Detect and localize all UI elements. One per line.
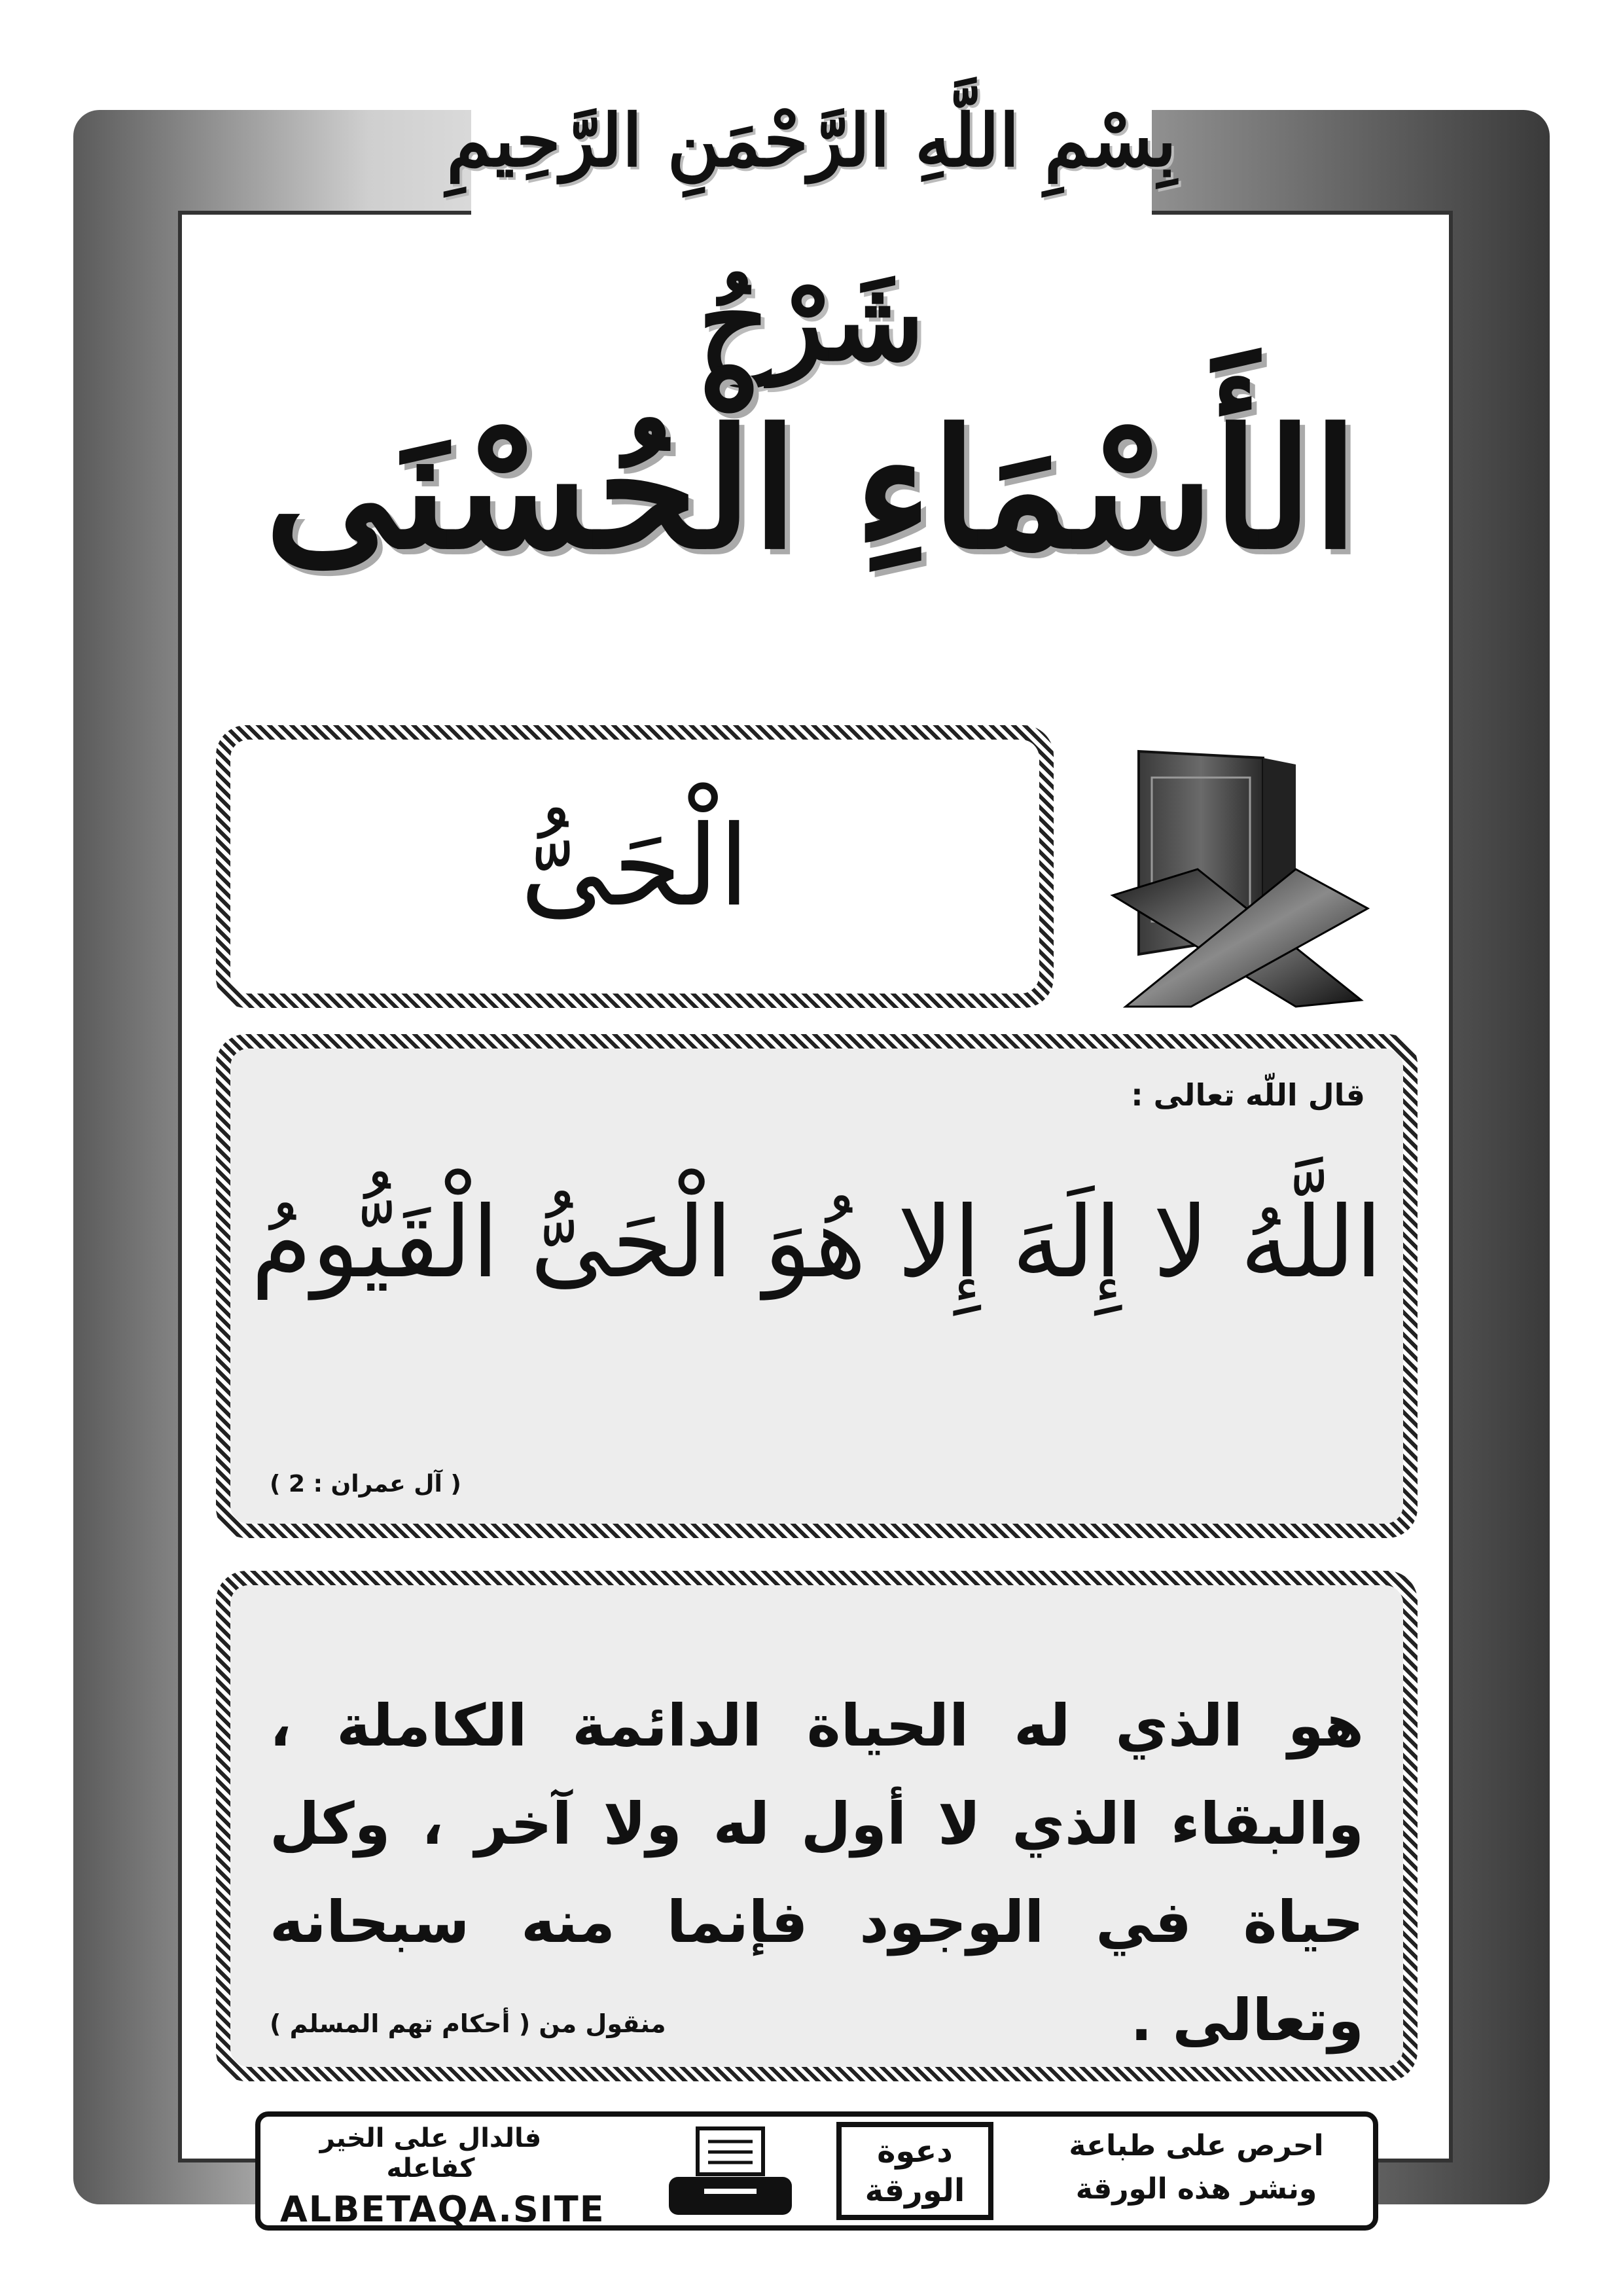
print-note-line-2: ونشر هذه الورقة <box>1075 2172 1317 2206</box>
book-on-stand-icon <box>1099 738 1381 1013</box>
name-card <box>216 725 1054 1008</box>
verse-reference: ( آل عمران : 2 ) <box>270 1471 461 1498</box>
sharh-heading: شَرْحُ <box>698 255 925 386</box>
explanation-text: هو الذي له الحياة الدائمة الكاملة ، والبقاء الذي لا أول له ولا آخر ، وكل حياة في الوجود فإنما منه سبحانه وتعالى . <box>270 1692 1364 2054</box>
verse-intro: قال اللّه تعالى : <box>1131 1077 1365 1113</box>
explanation-card <box>216 1571 1418 2081</box>
verse-card-inner <box>230 1049 1403 1524</box>
quran-verse: اللَّهُ لا إِلَهَ إِلا هُوَ الْحَىُّ الْقَيُّومُ <box>251 1186 1383 1300</box>
footer-slogan: فالدال على الخير كفاعله <box>319 2123 542 2183</box>
print-note-line-1: احرص على طباعة <box>1069 2129 1324 2162</box>
logo-line-2: الورقة <box>865 2172 965 2209</box>
verse-card <box>216 1034 1418 1538</box>
explanation-card-inner <box>230 1585 1403 2067</box>
basmala: بِسْمِ اللَّهِ الرَّحْمَنِ الرَّحِيمِ <box>446 98 1177 183</box>
footer-bar <box>255 2111 1378 2231</box>
divine-name: الْحَىُّ <box>520 802 750 931</box>
dawah-logo <box>836 2122 993 2220</box>
footer-site-link[interactable]: ALBETAQA.SITE <box>280 2189 605 2230</box>
printer-icon <box>665 2126 796 2217</box>
logo-line-1: دعوة <box>877 2133 953 2170</box>
footer-website-block <box>280 2123 605 2230</box>
page-title: الأَسْمَاءِ الْحُسْنَى <box>264 393 1359 585</box>
explanation-source: منقول من ( أحكام تهم المسلم ) <box>270 2009 666 2038</box>
footer-print-note <box>1046 2125 1347 2211</box>
name-card-inner <box>230 740 1039 994</box>
